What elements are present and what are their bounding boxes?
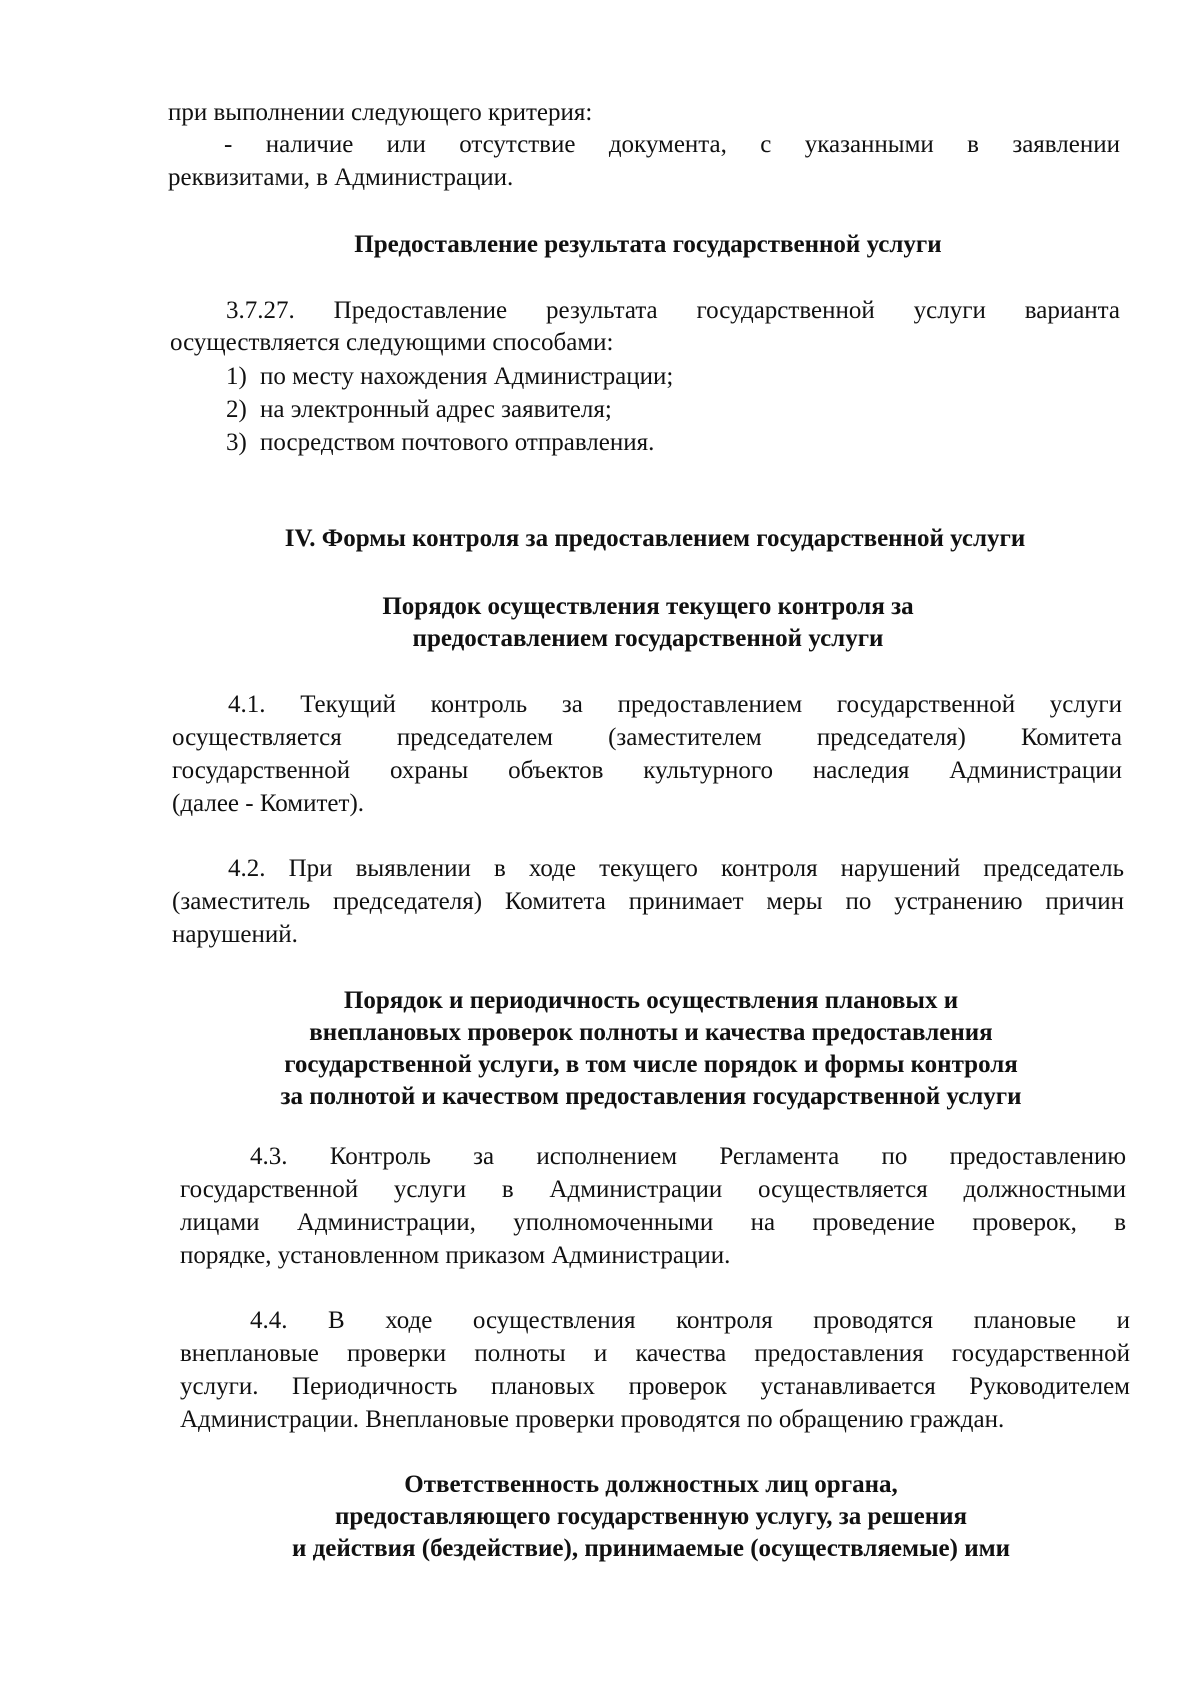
criteria-item-line-1: - наличие или отсутствие документа, с указанными в заявлении <box>224 131 1120 158</box>
methods-list-item <box>226 427 654 459</box>
methods-list-item <box>226 361 673 393</box>
heading-checks-line-2: внеплановых проверок полноты и качества предоставления <box>309 1019 993 1046</box>
methods-list-item <box>226 394 612 426</box>
paragraph-4-3-line-4: порядке, установленном приказом Администрации. <box>180 1242 731 1269</box>
heading-current-control-line-1: Порядок осуществления текущего контроля за <box>382 593 914 620</box>
paragraph-3-7-27-line-1: 3.7.27. Предоставление результата государственной услуги варианта <box>226 297 1120 324</box>
heading-section-iv: IV. Формы контроля за предоставлением государственной услуги <box>284 525 1026 552</box>
paragraph-4-1-line-1: 4.1. Текущий контроль за предоставлением государственной услуги <box>228 691 1122 718</box>
paragraph-4-2-line-3: нарушений. <box>172 921 298 948</box>
paragraph-4-3-line-2: государственной услуги в Администрации осуществляется должностными <box>180 1176 1126 1203</box>
heading-responsibility-line-2: предоставляющего государственную услугу, за решения <box>334 1503 968 1530</box>
heading-checks-line-1: Порядок и периодичность осуществления плановых и <box>343 987 959 1014</box>
heading-current-control-line-2: предоставлением государственной услуги <box>412 625 884 652</box>
list-item-number: 1) <box>226 363 247 390</box>
paragraph-4-1-line-2: осуществляется председателем (заместителем председателя) Комитета <box>172 724 1122 751</box>
heading-result-provision: Предоставление результата государственной услуги <box>354 231 942 258</box>
paragraph-4-4-line-4: Администрации. Внеплановые проверки проводятся по обращению граждан. <box>180 1406 1005 1433</box>
heading-responsibility-line-3: и действия (бездействие), принимаемые (осуществляемые) ими <box>291 1535 1011 1562</box>
paragraph-4-3-line-3: лицами Администрации, уполномоченными на проведение проверок, в <box>180 1209 1126 1236</box>
criteria-item-line-2: реквизитами, в Администрации. <box>168 164 514 191</box>
criteria-intro-text: при выполнении следующего критерия: <box>168 99 593 126</box>
list-item-text: на электронный адрес заявителя; <box>260 396 612 423</box>
list-item-number: 2) <box>226 396 247 423</box>
list-item-text: по месту нахождения Администрации; <box>260 363 674 390</box>
paragraph-4-2-line-1: 4.2. При выявлении в ходе текущего контроля нарушений председатель <box>228 855 1124 882</box>
paragraph-4-4-line-1: 4.4. В ходе осуществления контроля проводятся плановые и <box>250 1307 1130 1334</box>
paragraph-4-4-line-3: услуги. Периодичность плановых проверок устанавливается Руководителем <box>180 1373 1130 1400</box>
paragraph-4-3-line-1: 4.3. Контроль за исполнением Регламента по предоставлению <box>250 1143 1126 1170</box>
heading-responsibility-line-1: Ответственность должностных лиц органа, <box>404 1471 898 1498</box>
list-item-text: посредством почтового отправления. <box>260 429 655 456</box>
paragraph-4-1-line-4: (далее - Комитет). <box>172 790 365 817</box>
heading-checks-line-4: за полнотой и качеством предоставления государственной услуги <box>280 1083 1022 1110</box>
paragraph-4-2-line-2: (заместитель председателя) Комитета принимает меры по устранению причин <box>172 888 1124 915</box>
paragraph-4-4-line-2: внеплановые проверки полноты и качества предоставления государственной <box>180 1340 1130 1367</box>
list-item-number: 3) <box>226 429 247 456</box>
paragraph-4-1-line-3: государственной охраны объектов культурного наследия Администрации <box>172 757 1122 784</box>
paragraph-3-7-27-line-2: осуществляется следующими способами: <box>170 329 614 356</box>
heading-checks-line-3: государственной услуги, в том числе порядок и формы контроля <box>284 1051 1018 1078</box>
